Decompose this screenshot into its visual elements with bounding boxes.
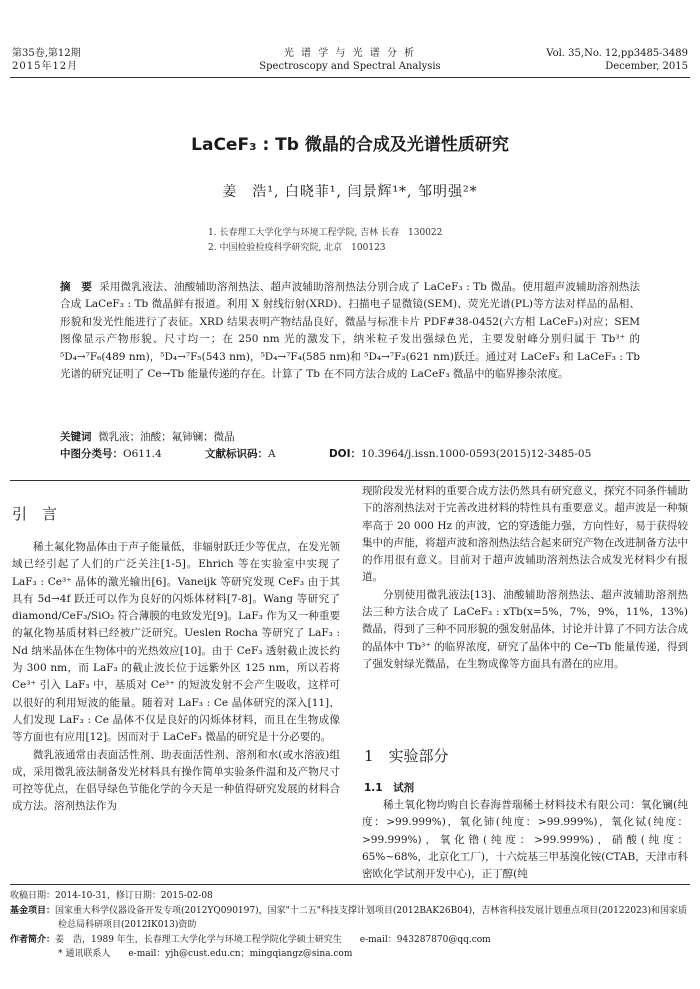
journal-name-en: Spectroscopy and Spectral Analysis [259, 61, 441, 72]
doi: 10.3964/j.issn.1000-0593(2015)12-3485-05 [361, 448, 592, 460]
volume-issue-cn: 第35卷,第12期 [12, 48, 81, 59]
left-column [12, 539, 340, 816]
header-rule [10, 77, 690, 78]
bio-text: 姜 浩，1989 年生，长春理工大学化学与环境工程学院化学硕士研究生 e-mail：943287870@qq.com [55, 934, 491, 945]
affiliation-2: 2. 中国检验检疫科学研究院, 北京 100123 [208, 243, 386, 253]
author-bio [10, 933, 690, 948]
right-column [362, 483, 688, 673]
clc-label: 中图分类号： [60, 448, 123, 460]
volume-pages-en: Vol. 35,No. 12,pp3485-3489 [546, 48, 688, 59]
doc-code-label: 文献标识码： [205, 448, 269, 460]
intro-paragraph-3: 分别使用微乳液法[13]、油酸辅助溶剂热法、超声波辅助溶剂热法三种方法合成了 LaCeF₃ : xTb(x=5%，7%，9%，11%，13%)微晶，得到了三种不同形貌的强发射晶体，讨论并计算了不同方法合成的晶体中 Tb³⁺ 的临界浓度，研究了晶体中的 Ce→Tb 能量传递，得到了强发射绿光微晶，在生物成像等方面具有潜在的应用。 [362, 588, 688, 670]
reagents-subheading: 1.1 试剂 [364, 782, 415, 794]
classification-row [60, 446, 591, 463]
received-date: 收稿日期：2014-10-31，修订日期：2015-02-08 [10, 891, 213, 901]
intro-paragraph-2-continued: 现阶段发光材料的重要合成方法仍然具有研究意义，探究不同条件辅助下的溶剂热法对于完善改进材料的特性具有重要意义。超声波是一种频率高于 20 000 Hz 的声波，它的穿透能力强，方向性好，易于获得较集中的声能，将超声波和溶剂热法结合起来研究产物在改进制备方法中的作用很有意义。目前对于超声波辅助溶剂热法合成发光材料少有报道。 [362, 485, 688, 584]
abstract-text: 采用微乳液法、油酸辅助溶剂热法、超声波辅助溶剂热法分别合成了 LaCeF₃ : Tb 微晶。使用超声波辅助溶剂热法合成 LaCeF₃ : Tb 微晶鲜有报道。利用 X 射线衍射(XRD)、扫描电子显微镜(SEM)、荧光光谱(PL)等方法对样品的晶相、形貌和发光性能进行了表征。XRD 结果表明产物结晶良好，微晶与标准卡片 PDF#38-0452(六方相 LaCeF₃)对应；SEM 图像显示产物形貌、尺寸均一；在 250 nm 光的激发下，纳米粒子发出强绿色光，主要发射峰分别归属于 Tb³⁺ 的 ⁵D₄→⁷F₆(489 nm)，⁵D₄→⁷F₅(543 nm)，⁵D₄→⁷F₄(585 nm)和 ⁵D₄→⁷F₃(621 nm)跃迁。通过对 LaCeF₃ 和 LaCeF₃ : Tb 光谱的研究证明了 Ce→Tb 能量传递的存在。计算了 Tb 在不同方法合成的 LaCeF₃ 微晶中的临界掺杂浓度。 [60, 281, 640, 381]
footnote [10, 889, 690, 962]
bio-label: 作者简介： [10, 934, 56, 945]
date-cn: 2015年12月 [12, 61, 79, 72]
author-list: 姜 浩¹, 白晓菲¹, 闫景辉¹*, 邹明强²* [222, 184, 478, 200]
experimental-heading: 1 实验部分 [364, 747, 449, 765]
abstract-label: 摘 要 [60, 281, 93, 293]
keywords-label: 关键词 [60, 431, 92, 443]
affiliation-1: 1. 长春理工大学化学与环境工程学院, 吉林 长春 130022 [208, 228, 443, 238]
reagents-paragraph: 稀土氧化物均购自长春海普瑞稀土材料技术有限公司：氧化镧(纯度：>99.999%)，氧化铈(纯度：>99.999%)，氧化铽(纯度：>99.999%)，氧化镥(纯度：>99.999%)，硝酸(纯度：65%~68%，北京化工厂)，十六烷基三甲基溴化铵(CTAB，天津市科密欧化学试剂开发中心)，正丁醇(纯 [362, 799, 688, 881]
fund-label: 基金项目： [10, 905, 56, 916]
footnote-rule [10, 884, 690, 885]
doc-code: A [268, 448, 276, 460]
doi-label: DOI： [328, 448, 362, 460]
paper-title: LaCeF₃ : Tb 微晶的合成及光谱性质研究 [191, 135, 509, 155]
date-en: December, 2015 [605, 61, 688, 72]
fund-text: 国家重大科学仪器设备开发专项(2012YQ090197)，国家"十二五"科技支撑计划项目(2012BAK26B04)，吉林省科技发展计划重点项目(20122023)和国家质检总局科研项目(2012IK013)资助 [55, 905, 688, 930]
reagents-block [362, 797, 688, 883]
clc-code: O611.4 [123, 448, 162, 460]
fund-note [10, 904, 690, 933]
keywords-text: 微乳液；油酸；氟铈镧；微晶 [98, 431, 235, 443]
intro-paragraph-1: 稀土氟化物晶体由于声子能量低，非辐射跃迁少等优点，在发光领域已经引起了人们的广泛关注[1-5]。Ehrich 等在实验室中实现了 LaF₃ : Ce³⁺ 晶体的激光输出[6]。Vaneijk 等研究发现 CeF₃ 由于其具有 5d→4f 跃迁可以作为良好的闪烁体材料[7-8]。Wang 等研究了 diamond/CeF₃/SiO₂ 符合薄膜的电致发光[9]。LaF₃ 作为又一种重要的氟化物基质材料已经被广泛研究。Ueslen Rocha 等研究了 LaF₃ : Nd 纳米晶体在生物体中的光热效应[10]。由于 CeF₃ 透射截止波长约为 300 nm，而 LaF₃ 的截止波长位于远紫外区 125 nm，所以若将 Ce³⁺ 引入 LaF₃ 中，基质对 Ce³⁺ 的短波发射不会产生吸收，这样可以很好的利用短波的能量。随着对 LaF₃ : Ce 晶体研究的深入[11]，人们发现 LaF₃ : Ce 晶体不仅是良好的闪烁体材料，而且在生物成像等方面也有应用[12]。因而对于 LaCeF₃ 微晶的研究是十分必要的。 [12, 541, 340, 744]
intro-paragraph-2: 微乳液通常由表面活性剂、助表面活性剂、溶剂和水(或水溶液)组成，采用微乳液法制备发光材料具有操作简单实验条件温和及产物尺寸可控等优点，在倡导绿色节能化学的今天是一种值得研究发展的材料合成方法。溶剂热法作为 [12, 748, 340, 813]
abstract [60, 279, 640, 383]
journal-name-cn: 光 谱 学 与 光 谱 分 析 [283, 48, 417, 59]
corresponding-author: * 通讯联系人 e-mail：yjh@cust.edu.cn；mingqiangz@sina.com [58, 949, 353, 959]
intro-heading: 引 言 [12, 505, 58, 523]
keywords [60, 429, 235, 446]
abstract-rule [10, 480, 690, 481]
